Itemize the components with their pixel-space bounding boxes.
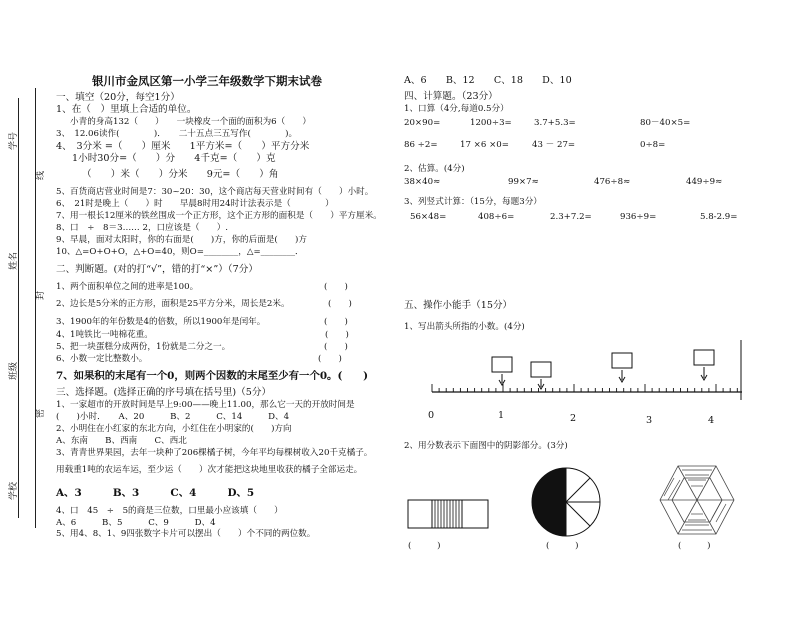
vertical-item: 936÷9= <box>620 212 657 222</box>
oral-item: 0÷8= <box>640 140 666 150</box>
estimate-title: 2、估算。(4分) <box>404 164 465 174</box>
section2-heading: 二、判断题。(对的打“√”，错的打“×”）（7分） <box>56 264 258 275</box>
label-secret: 密 <box>36 408 46 418</box>
ruler-label: 4 <box>708 415 715 426</box>
choice-q3: 3、青青世界果园，去年一块种了206棵橘子树，今年平均每棵树收入20千克橘子。 <box>56 448 373 458</box>
fill-q4-b: 1小时30分=（ ）分 4千克=（ ）克 <box>72 153 276 164</box>
judge-q4: 4、1吨铁比一吨棉花重。 <box>56 330 153 340</box>
judge-bracket-4: ( ) <box>325 330 349 340</box>
judge-bracket-6: ( ) <box>318 354 342 364</box>
oral-title: 1、口算（4分,每道0.5分） <box>404 104 509 114</box>
fill-q10: 10、△=O+O+O，△+O=40，则O=________，△=________． <box>56 247 304 257</box>
vertical-item: 2.3+7.2= <box>550 212 592 222</box>
fraction-question: 2、用分数表示下面图中的阴影部分。(3分) <box>404 441 568 451</box>
fraction-rectangle <box>408 500 488 528</box>
section1-heading: 一、填空（20分，每空1分） <box>56 92 180 103</box>
ruler-label: 0 <box>428 410 435 421</box>
vertical-item: 5.8-2.9= <box>700 212 738 222</box>
choice-q1: 1、一家超市的开放时间是早上9:00——晚上11.00，那么它一天的开放时间是 <box>56 400 355 410</box>
fill-q9: 9、早晨，面对太阳时，你的右面是( )方，你的后面是( )方 <box>56 235 307 245</box>
fraction-circle <box>532 468 600 536</box>
choice-q3-options: A、3 B、3 C、4 D、5 <box>56 487 255 499</box>
estimate-item: 476÷8≈ <box>594 177 631 187</box>
choice-q5: 5、用4、8、1、9四张数字卡片可以摆出（ ）个不同的两位数。 <box>56 529 316 539</box>
ruler-question: 1、写出箭头所指的小数。(4分) <box>404 322 525 332</box>
estimate-item: 449÷9≈ <box>686 177 723 187</box>
judge-q3: 3、1900年的年份数是4的倍数，所以1900年是闰年。 <box>56 317 266 327</box>
section4-heading: 四、计算题。（23分） <box>404 91 498 102</box>
choice-q1-options: ( )小时． A、20 B、2 C、14 D、4 <box>56 412 290 422</box>
fill-q4-a: 4、 3分米 =（ ）厘米 1平方米=（ ）平方分米 <box>56 141 310 152</box>
estimate-item: 38×40≈ <box>404 177 441 187</box>
choice-q4: 4、口 45 ÷ 5的商是三位数，口里最小应该填（ ） <box>56 506 283 516</box>
ruler-label: 1 <box>498 410 505 421</box>
fill-q1: 1、在（ ）里填上合适的单位。 <box>56 104 197 115</box>
choice-q2-options: A、东南 B、西南 C、西北 <box>56 436 187 446</box>
judge-bracket-2: ( ) <box>328 299 352 309</box>
estimate-item: 99×7≈ <box>508 177 539 187</box>
vertical-title: 3、列竖式计算：（15分，每题3分） <box>404 197 542 207</box>
choice-q3-cont: 用载重1吨的农运车运，至少运（ ）次才能把这块地里收获的橘子全部运走。 <box>56 465 363 475</box>
judge-bracket-5: ( ) <box>324 342 348 352</box>
oral-item: 20×90= <box>404 118 441 128</box>
choice-prev-options: A、6 B、12 C、18 D、10 <box>404 75 572 86</box>
fraction-hexagon <box>660 466 734 534</box>
judge-q2: 2、边长是5分米的正方形，面积是25平方分米，周长是2米。 <box>56 299 290 309</box>
label-class: 班级 <box>9 361 19 380</box>
ruler-label: 3 <box>646 415 653 426</box>
section3-heading: 三、选择题。(选择正确的序号填在括号里)（5分） <box>56 387 272 398</box>
fill-q7: 7、用一根长12厘米的铁丝围成一个正方形，这个正方形的面积是（ ）平方厘米。 <box>56 211 382 221</box>
judge-bracket-1: ( ) <box>324 282 348 292</box>
fill-q5: 5、百货商店营业时间是7：30~20：30，这个商店每天营业时间有（ ）小时。 <box>56 187 374 197</box>
ruler-label: 2 <box>570 413 577 424</box>
oral-item: 1200÷3= <box>470 118 512 128</box>
section5-heading: 五、操作小能手（15分） <box>404 300 513 311</box>
label-seal: 封 <box>36 290 46 300</box>
fill-q8: 8、口 ÷ 8＝3…… 2，口应该是（ ）. <box>56 223 229 233</box>
oral-item: 3.7+5.3= <box>534 118 576 128</box>
choice-q4-options: A、6 B、5 C、9 D、4 <box>56 518 216 528</box>
answer-blank-hexagon: ( ) <box>678 541 711 551</box>
judge-q1: 1、两个面积单位之间的进率是100。 <box>56 282 199 292</box>
vertical-item: 56×48= <box>410 212 447 222</box>
oral-item: 43 － 27= <box>532 140 576 150</box>
fill-q6: 6、 21时是晚上（ ）时 早晨8时用24时计法表示是（ ） <box>56 199 334 209</box>
judge-bracket-3: ( ) <box>324 317 348 327</box>
fill-q4-c: （ ）米（ ）分米 9元=（ ）角 <box>82 169 279 180</box>
judge-q5: 5、把一块蛋糕分成两份，1份就是二分之一。 <box>56 342 231 352</box>
judge-q6: 6、小数一定比整数小。 <box>56 354 148 364</box>
vertical-item: 408÷6= <box>478 212 515 222</box>
fill-q1-items: 小青的身高132（ ） 一块橡皮一个面的面积为6（ ） <box>70 117 312 127</box>
fill-q3: 3、 12.06读作( )． 二十五点三五写作( )。 <box>56 129 298 139</box>
label-student-number: 学号 <box>9 131 19 150</box>
label-school: 学校 <box>9 481 19 500</box>
choice-q2: 2、小明住在小红家的东北方向，小红住在小明家的( )方向 <box>56 424 292 434</box>
answer-blank-circle: ( ) <box>546 541 579 551</box>
oral-item: 80－40×5= <box>640 118 691 128</box>
label-line: 线 <box>36 170 46 180</box>
label-name: 姓名 <box>9 251 19 270</box>
oral-item: 17 ×6 ×0= <box>460 140 509 150</box>
judge-q7: 7、如果积的末尾有一个0，则两个因数的末尾至少有一个0。( ) <box>56 370 369 382</box>
oral-item: 86 ÷2= <box>404 140 438 150</box>
exam-title: 银川市金凤区第一小学三年级数学下期末试卷 <box>92 74 322 88</box>
answer-blank-rectangle: ( ) <box>408 541 441 551</box>
